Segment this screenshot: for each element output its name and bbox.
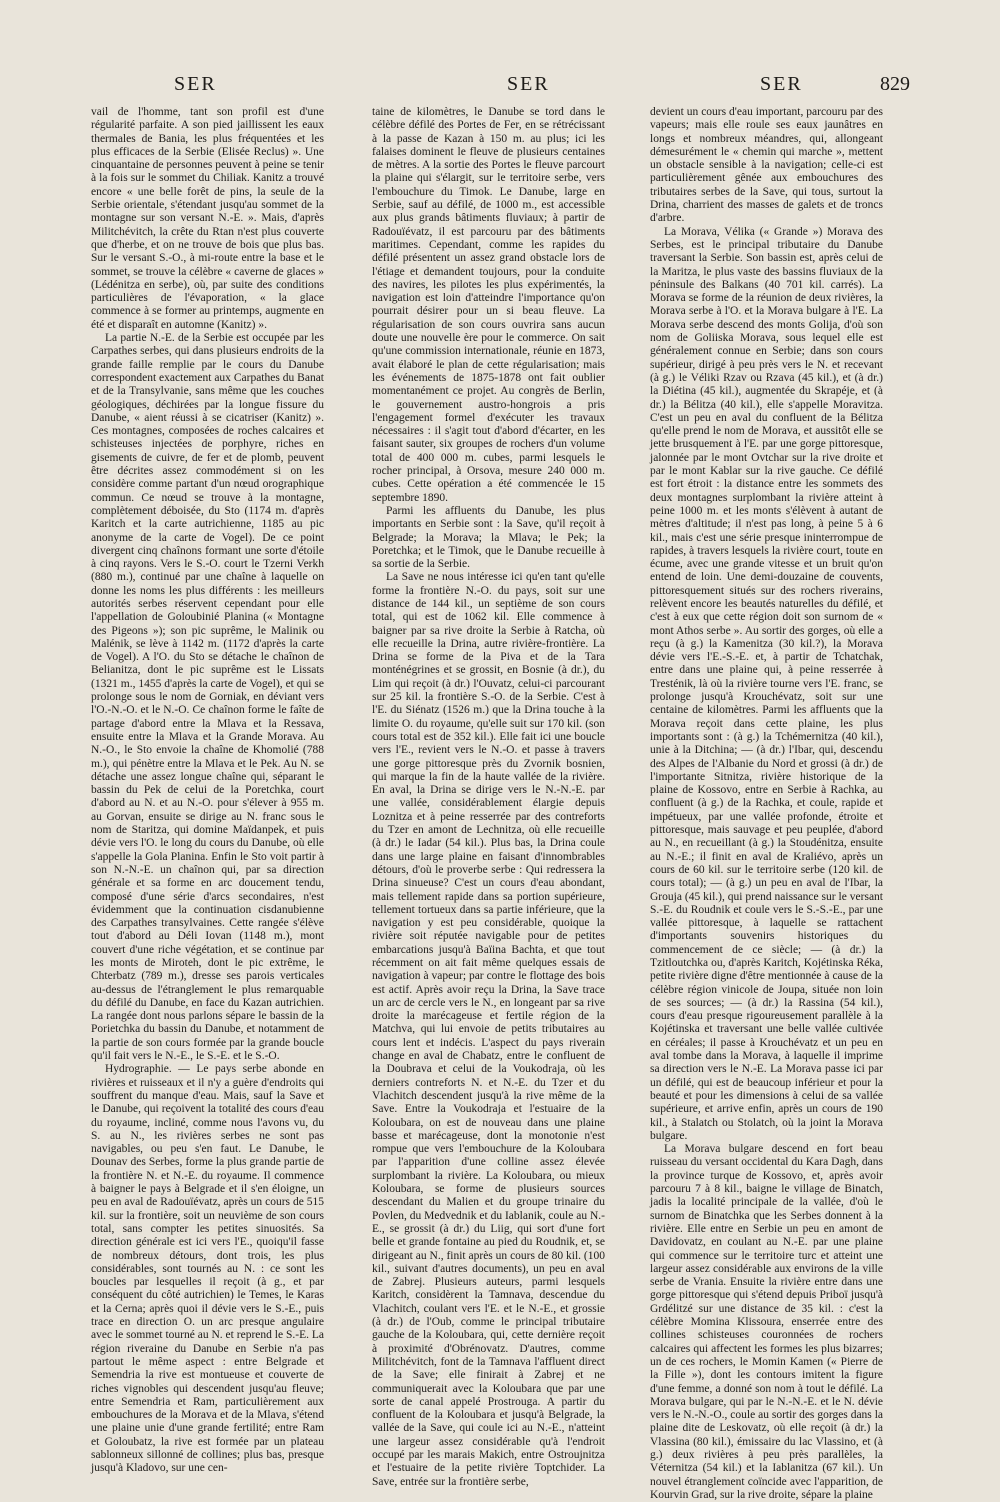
running-head-left: SER: [174, 73, 217, 95]
text-column-3: [650, 106, 883, 1502]
text-column-1: [91, 106, 324, 1476]
running-head-center: SER: [507, 73, 550, 95]
text-column-2: [372, 106, 605, 1489]
paragraph: Hydrographie. — Le pays serbe abonde en rivières et ruisseaux et il n'y a guère d'endroits qui souffrent du manque d'eau. Mais, sauf la Save et le Danube, qui reçoivent la totalité des cours d'eau du royaume, incliné, comme nous l'avons vu, du S. au N., les rivières serbes ne sont pas navigables, ou peu s'en faut. Le Danube, le Dounav des Serbes, forme la plus grande partie de la frontière N. et N.-E. du royaume. Il commence à baigner le pays à Belgrade et il s'en éloigne, un peu en aval de Radouïévatz, après un cours de 515 kil. sur la frontière, soit un neuvième de son cours total, sans compter les petites sinuosités. Sa direction générale est ici vers l'E., quoiqu'il fasse de nombreux détours, dont trois, les plus considérables, sont tournés au N. : ce sont les boucles par lesquelles il reçoit (à g., et par conséquent du côté autrichien) le Temes, le Karas et la Cerna; après quoi il dévie vers le S.-E., puis trace en direction O. un arc presque angulaire avec le sommet tourné au N. et reprend le S.-E. La région riveraine du Danube en Serbie n'a pas partout le même aspect : entre Belgrade et Semendria la rive est montueuse et couverte de riches vignobles qui descendent jusqu'au fleuve; entre Semendria et Ram, particulièrement aux embouchures de la Morava et de la Mlava, s'étend une plaine unie d'une grande fertilité; entre Ram et Goloubatz, la rive est formée par un plateau sablonneux sillonné de collines; plus bas, presque jusqu'à Kladovo, sur une cen-: [91, 1063, 324, 1475]
paragraph: taine de kilomètres, le Danube se tord dans le célèbre défilé des Portes de Fer, en se rétrécissant à la passe de Kazan à 150 m. au plus; ici les falaises dominent le fleuve de plusieurs centaines de mètres. A la sortie des Portes le fleuve parcourt la plaine qui s'élargit, sur le territoire serbe, vers l'embouchure du Timok. Le Danube, large en Serbie, sauf au défilé, de 1000 m., est accessible aux plus grands bâtiments fluviaux; à partir de Radouïévatz, il est parcouru par des bâtiments maritimes. Cependant, comme les rapides du défilé présentent un assez grand obstacle lors de l'étiage et demandent toujours, pour la conduite des navires, les pilotes les plus expérimentés, la navigation est loin d'atteindre l'importance qu'on pourrait désirer pour un si beau fleuve. La régularisation de son cours ouvrira sans aucun doute une nouvelle ère pour le commerce. On sait qu'une commission internationale, réunie en 1873, avait élaboré le plan de cette régularisation; mais les événements de 1875-1878 ont fait oublier momentanément ce projet. Au congrès de Berlin, le gouvernement austro-hongrois a pris l'engagement formel d'exécuter les travaux nécessaires : il s'agit tout d'abord d'écarter, en les faisant sauter, six groupes de rochers d'un volume total de 400 000 m. cubes, parmi lesquels le rocher principal, à Orsova, mesure 240 000 m. cubes. Cette opération a été commencée le 15 septembre 1890.: [372, 106, 605, 504]
paragraph: vail de l'homme, tant son profil est d'une régularité parfaite. A son pied jaillissent les eaux thermales de Bania, les plus fréquentées et les plus efficaces de la Serbie (Elisée Reclus) ». Une cinquantaine de personnes peuvent à peine se tenir à la fois sur le sommet du Chiliak. Kanitz a trouvé encore « une belle forêt de pins, la seule de la Serbie orientale, s'étendant jusqu'au sommet de la montagne sur son versant N.-E. ». Mais, d'après Militchévitch, la crête du Rtan n'est plus couverte que d'herbe, et on ne trouve de bois que plus bas. Sur le versant S.-O., à mi-route entre la base et le sommet, se trouve la célèbre « caverne de glaces » (Lédénitza en serbe), où, par suite des conditions particulières de l'évaporation, « la glace commence à se former au printemps, augmente en été et disparaît en automne (Kanitz) ».: [91, 106, 324, 331]
paragraph: La Morava bulgare descend en fort beau ruisseau du versant occidental du Kara Dagh, dans la province turque de Kossovo, et, après avoir parcouru 7 à 8 kil., baigne le village de Binatch, jadis la localité principale de la vallée, d'où le surnom de Binatchka que les Serbes donnent à la rivière. Elle entre en Serbie un peu en amont de Davidovatz, en coulant au N.-E. par une plaine qui commence sur le territoire turc et atteint une largeur assez considérable aux environs de la ville serbe de Vrania. Ensuite la rivière entre dans une gorge pittoresque qui s'étend depuis Priboï jusqu'à Grdélitzé sur une distance de 35 kil. : c'est la célèbre Momina Klissoura, enserrée entre des collines schisteuses couronnées de rochers calcaires qui affectent les formes les plus bizarres; un de ces rochers, le Momin Kamen (« Pierre de la Fille »), dont les contours imitent la figure d'une femme, a donné son nom à tout le défilé. La Morava bulgare, qui par le N.-N.-E. et le N. dévie vers le N.-N.-O., coule au sortir des gorges dans la plaine dite de Leskovatz, où elle reçoit (à dr.) la Vlassina (80 kil.), émissaire du lac Vlassino, et (à g.) deux rivières à peu près parallèles, la Véternitza (54 kil.) et la Iablanitza (67 kil.). Un nouvel étranglement coïncide avec l'apparition, de Kourvin Grad, sur la rive droite, sépare la plaine: [650, 1143, 883, 1501]
paragraph: La partie N.-E. de la Serbie est occupée par les Carpathes serbes, qui dans plusieurs endroits de la grande faille remplie par le cours du Danube correspondent exactement aux Carpathes du Banat et de la Transylvanie, sans même que les couches géologiques, déchirées par la longue fissure du Danube, « aient réussi à se cicatriser (Kanitz) ». Ces montagnes, composées de roches calcaires et schisteuses injectées de porphyre, riches en gisements de cuivre, de fer et de plomb, peuvent être décrites assez commodément si on les considère comme partant d'un nœud orographique commun. Ce nœud se trouve à la montagne, complètement déboisée, du Sto (1174 m. d'après Karitch et la carte autrichienne, 1185 au pic anonyme de la carte de Vogel). De ce point divergent cinq chaînons formant une sorte d'étoile à cinq rayons. Vers le S.-O. court le Tzerni Verkh (880 m.), continué par une chaîne à laquelle on donne les noms les plus différents : les meilleurs autorités serbes réservent cependant pour elle l'appellation de Goloubinié Planina (« Montagne des Pigeons »); son pic suprême, le Malinik ou Malénik, se lève à 1142 m. (1172 d'après la carte de Vogel). A l'O. du Sto se détache le chaînon de Belianitza, dont le pic suprême est le Lissats (1321 m., 1455 d'après la carte de Vogel), et qui se prolonge sous le nom de Gorniak, en déviant vers l'O.-N.-O. et le N.-O. Ce chaînon forme le faîte de partage d'abord entre la Mlava et la Ressava, ensuite entre la Mlava et la Grande Morava. Au N.-O., le Sto envoie la chaîne de Khomolié (788 m.), qui pénètre entre la Mlava et le Pek. Au N. se détache une assez longue chaîne qui, séparant le bassin du Pek de celui de la Poretchka, court d'abord au N. et au N.-O. pour s'élever à 955 m. au Gorvan, ensuite se dirige au N. franc sous le nom de Staritza, qui domine Maïdanpek, et puis dévie vers l'O. le long du cours du Danube, où elle s'appelle la Gola Planina. Enfin le Sto voit partir à son N.-N.-E. un chaînon qui, par sa direction générale et sa forme en arc doucement tendu, composé d'une série d'arcs secondaires, n'est évidemment que la continuation cisdanubienne des Carpathes transylvaines. Cette rangée s'élève tout d'abord au Déli Iovan (1148 m.), mont couvert d'une riche végétation, et se continue par les monts de Miroteh, dont le pic extrême, le Chterbatz (789 m.), dresse ses parois verticales au-dessus de l'étranglement le plus remarquable du défilé du Danube, en face du Kazan autrichien. La rangée dont nous parlons sépare le bassin de la Porietchka du bassin du Danube, et notamment de la partie de son cours formée par la grande boucle qu'il fait vers le N.-E., le S.-E. et le S.-O.: [91, 332, 324, 1063]
page-number: 829: [880, 73, 910, 95]
paragraph: Parmi les affluents du Danube, les plus importants en Serbie sont : la Save, qu'il reçoit à Belgrade; la Morava; la Mlava; le Pek; la Poretchka; et le Timok, que le Danube recueille à sa sortie de la Serbie.: [372, 504, 605, 571]
paragraph: La Morava, Vélika (« Grande ») Morava des Serbes, est le principal tributaire du Danube traversant la Serbie. Son bassin est, après celui de la Maritza, le plus vaste des bassins fluviaux de la péninsule des Balkans (40 701 kil. carrés). La Morava se forme de la réunion de deux rivières, la Morava serbe à l'O. et la Morava bulgare à l'E. La Morava serbe descend des monts Golija, d'où son nom de Goliiska Morava, sous lequel elle est généralement connue en Serbie; dans son cours supérieur, dirigé à peu près vers le N. et recevant (à g.) le Véliki Rzav ou Rzava (45 kil.), et (à dr.) la Diétina (45 kil.), augmentée du Skrapéje, et (à dr.) la Bélitza (40 kil.), elle s'appelle Moravitza. C'est un peu en aval du confluent de la Bélitza qu'elle prend le nom de Morava, et aussitôt elle se jette brusquement à l'E. par une gorge pittoresque, jalonnée par le mont Ovtchar sur la rive droite et par le mont Kablar sur la rive gauche. Ce défilé est fort étroit : la distance entre les sommets des deux montagnes surplombant la rivière atteint à peine 1000 m. et les monts s'élèvent à autant de mètres d'altitude; il n'est pas long, à peine 5 à 6 kil., mais c'est une série presque ininterrompue de rapides, à travers lesquels la rivière court, toute en écume, avec une grande vitesse et un bruit qu'on entend de loin. Une demi-douzaine de couvents, pittoresquement situés sur des rochers riverains, relèvent encore les beautés naturelles du défilé, et c'est à eux que cette région doit son surnom de « mont Athos serbe ». Au sortir des gorges, où elle a reçu (à g.) la Kamenitza (30 kil.?), la Morava dévie vers l'E.-S.-E. et, à partir de Tchatchak, entre dans une plaine qui, à peine resserrée à Tresténik, là où la rivière tourne vers l'E. franc, se prolonge jusqu'à Krouchévatz, soit sur une centaine de kilomètres. Parmi les affluents que la Morava reçoit dans cette plaine, les plus importants sont : (à g.) la Tchémernitza (40 kil.), unie à la Ditchina; — (à dr.) l'Ibar, qui, descendu des Alpes de l'Albanie du Nord et grossi (à dr.) de l'importante Sitnitza, rivière historique de la plaine de Kossovo, entre en Serbie à Rachka, au confluent (à g.) de la Rachka, et coule, rapide et impétueux, par une vallée profonde, étroite et pittoresque, mais sauvage et peu peuplée, d'abord au N., en recueillant (à g.) la Stoudénitza, ensuite au N.-E.; il finit en aval de Kraliévo, après un cours de 60 kil. sur le territoire serbe (120 kil. de cours total); — (à g.) un peu en aval de l'Ibar, la Grouja (45 kil.), qui prend naissance sur le versant S.-E. du Roudnik et coule vers le S.-S.-E., par une vallée pittoresque, à laquelle se rattachent d'importants souvenirs historiques du commencement de ce siècle; — (à dr.) la Tzitloutchka ou, d'après Karitch, Kojétinska Réka, petite rivière digne d'être mentionnée à cause de la célèbre région vinicole de Joupa, située non loin de ses sources; — (à dr.) la Rassina (54 kil.), cours d'eau presque rigoureusement parallèle à la Kojétinska et traversant une belle vallée cultivée en céréales; il passe à Krouchévatz et un peu en aval tombe dans la Morava, à laquelle il imprime sa direction vers le N.-E. La Morava passe ici par un défilé, qui est de beaucoup inférieur et pour la beauté et pour les dimensions à celui de sa vallée supérieure, et arrive enfin, après un cours de 190 kil., à Stalatch ou Stolatch, où la joint la Morava bulgare.: [650, 225, 883, 1142]
running-head-right: SER: [760, 73, 803, 95]
paragraph: devient un cours d'eau important, parcouru par des vapeurs; mais elle roule ses eaux jaunâtres en longs et nombreux méandres, qui, allongeant démesurément le « chemin qui marche », mettent un obstacle sensible à la navigation; celle-ci est particulièrement gênée aux embouchures des tributaires serbes de la Save, qui tous, surtout la Drina, charrient des masses de galets et de troncs d'arbre.: [650, 106, 883, 225]
paragraph: La Save ne nous intéresse ici qu'en tant qu'elle forme la frontière N.-O. du pays, soit sur une distance de 144 kil., un septième de son cours total, qui est de 1062 kil. Elle commence à baigner par sa rive droite la Serbie à Ratcha, où elle recueille la Drina, autre rivière-frontière. La Drina se forme de la Piva et de la Tara monténégrines et se grossit, en Bosnie (à dr.), du Lim qui reçoit (à dr.) l'Ouvatz, celui-ci parcourant sur 25 kil. la frontière S.-O. de la Serbie. C'est à l'E. du Siénatz (1526 m.) que la Drina touche à la limite O. du royaume, qu'elle suit sur 170 kil. (son cours total est de 352 kil.). Elle fait ici une boucle vers l'E., revient vers le N.-O. et passe à travers une gorge pittoresque près du Zvornik bosnien, qui marque la fin de la haute vallée de la rivière. En aval, la Drina se dirige vers le N.-N.-E. par une vallée, considérablement élargie depuis Loznitza et à peine resserrée par des contreforts du Tzer en amont de Lechnitza, où elle recueille (à dr.) le Iadar (54 kil.). Plus bas, la Drina coule dans une large plaine en faisant d'innombrables détours, d'où le proverbe serbe : Qui redressera la Drina sinueuse? C'est un cours d'eau abondant, mais tellement rapide dans sa portion supérieure, tellement tortueux dans sa partie inférieure, que la navigation y est peu considérable, quoique la rivière soit réputée navigable pour de petites embarcations jusqu'à Baïina Bachta, et que tout récemment on ait fait même quelques essais de navigation à vapeur; par contre le flottage des bois est actif. Après avoir reçu la Drina, la Save trace un arc de cercle vers le N., en longeant par sa rive droite la marécageuse et fertile région de la Matchva, qui lui envoie de petits tributaires au cours lent et indécis. L'aspect du pays riverain change en aval de Chabatz, entre le confluent de la Doubrava et celui de la Voukodraja, où les derniers contreforts N. et N.-E. du Tzer et du Vlachitch descendent jusqu'à la rive même de la Save. Entre la Voukodraja et l'estuaire de la Koloubara, on est de nouveau dans une plaine basse et marécageuse, dont la monotonie n'est rompue que vers l'embouchure de la Koloubara par l'apparition d'une colline assez élevée surplombant la rivière. La Koloubara, ou mieux Koloubara, se forme de plusieurs sources descendant du Malien et du groupe trinaire du Povlen, du Medvednik et du Iablanik, coule au N.-E., se grossit (à dr.) du Liig, qui sort d'une fort belle et grande fontaine au pied du Roudnik, et, se dirigeant au N., finit après un cours de 80 kil. (100 kil., suivant d'autres documents), un peu en aval de Zabrej. Plusieurs auteurs, parmi lesquels Karitch, considèrent la Tamnava, descendue du Vlachitch, coulant vers l'E. et le N.-E., et grossie (à dr.) de l'Oub, comme le principal tributaire gauche de la Koloubara, qui, cette dernière reçoit à proximité d'Obrénovatz. D'autres, comme Militchévitch, font de la Tamnava l'affluent direct de la Save; elle finirait à Zabrej et ne communiquerait avec la Koloubara que par une sorte de canal appelé Prostrouga. A partir du confluent de la Koloubara et jusqu'à Belgrade, la vallée de la Save, qui coule ici au N.-E., n'atteint une largeur assez considérable qu'à l'endroit occupé par les marais Makich, entre Ostroujnitza et l'estuaire de la petite rivière Toptchider. La Save, entrée sur la frontière serbe,: [372, 571, 605, 1488]
